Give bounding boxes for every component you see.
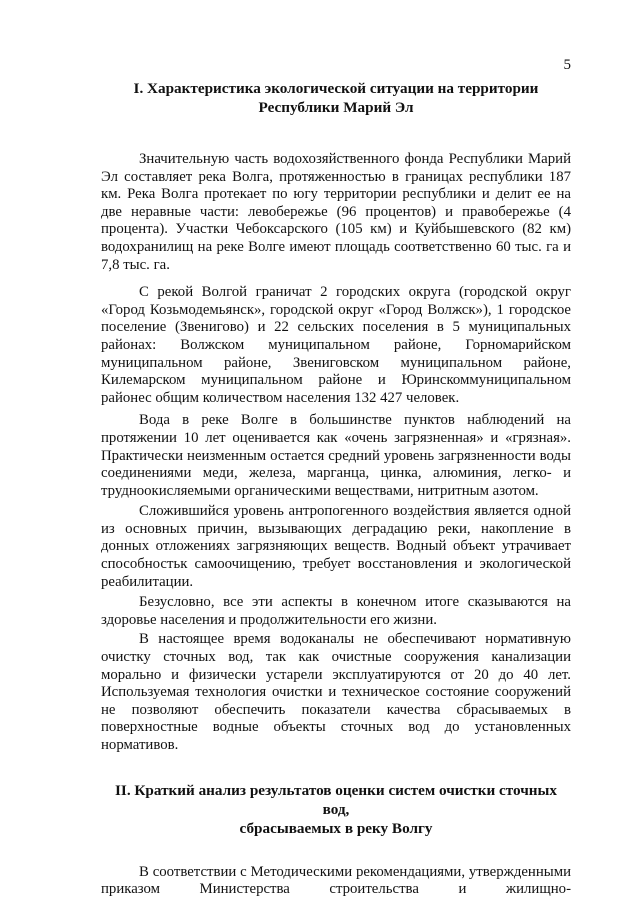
- document-body: [101, 79, 571, 899]
- page-number: 5: [563, 57, 571, 73]
- paragraph-water-pollution: Вода в реке Волге в большинстве пунктов наблюдений на протяжении 10 лет оценивается как «очень загрязненная» и «грязная». Практически неизменным остается средний уровень загрязненности воды соединениями меди, железа, марганца, цинка, алюминия, легко- и трудноокисляемыми органическими веществами, нитритным азотом.: [101, 412, 571, 499]
- section-1-heading-line-2: Республики Марий Эл: [258, 99, 414, 116]
- section-1-heading: [101, 79, 571, 117]
- section-2-heading: [101, 781, 571, 838]
- section-2-heading-line-2: сбрасываемых в реку Волгу: [239, 819, 433, 837]
- paragraph-health-impact: Безусловно, все эти аспекты в конечном итоге сказываются на здоровье населения и продолжительности его жизни.: [101, 594, 571, 628]
- paragraph-bordering-districts: С рекой Волгой граничат 2 городских округа (городской округ «Город Козьмодемьянск», городской округ «Город Волжск»), 1 городское поселение (Звенигово) и 22 сельских поселения в 5 муниципальных районах: Волжском муниципальном районе, Горномарийском муниципальном районе, Звениговском муниципальном районе, Килемарском муниципальном районе и Юринскоммуниципальном районес общим количеством населения 132 427 человек.: [101, 284, 571, 406]
- paragraph-treatment-facilities: В настоящее время водоканалы не обеспечивают нормативную очистку сточных вод, так как очистные сооружения канализации морально и физически устарели эксплуатируются от 20 до 40 лет. Используемая технология очистки и техническое состояние сооружений не позволяют обеспечить показатели качества сбрасываемых в поверхностные водные объекты сточных вод до установленных нормативов.: [101, 631, 571, 753]
- section-1-heading-line-1: I. Характеристика экологической ситуации на территории: [133, 80, 539, 97]
- paragraph-anthropogenic-impact: Сложившийся уровень антропогенного воздействия является одной из основных причин, вызывающих деградацию реки, накопление в донных отложениях загрязняющих веществ. Водный объект утрачивает способностьк самоочищению, требует восстановления и экологической реабилитации.: [101, 503, 571, 590]
- paragraph-volga-fund: Значительную часть водохозяйственного фонда Республики Марий Эл составляет река Волга, протяженностью в границах республики 187 км. Река Волга протекает по югу территории республики и делит ее на две неравные части: левобережье (96 процентов) и правобережье (4 процента). Участки Чебоксарского (105 км) и Куйбышевского (82 км) водохранилищ на реке Волге имеют площадь соответственно 60 тыс. га и 7,8 тыс. га.: [101, 151, 571, 273]
- section-2-heading-line-1: II. Краткий анализ результатов оценки систем очистки сточных вод,: [115, 781, 557, 818]
- paragraph-methodical-recommendations: В соответствии с Методическими рекомендациями, утвержденными приказом Министерства строительства и жилищно-: [101, 863, 571, 898]
